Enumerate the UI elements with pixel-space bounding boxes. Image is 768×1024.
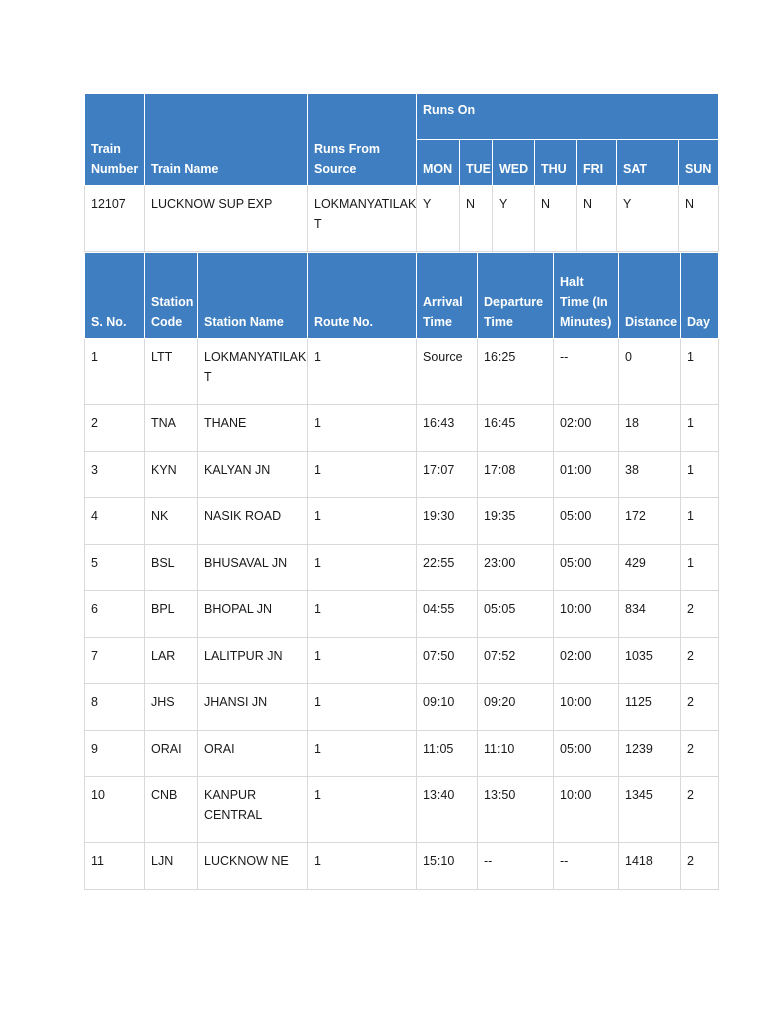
route-no: 1 xyxy=(308,843,417,890)
table-row xyxy=(85,544,719,591)
serial-no: 7 xyxy=(85,637,145,684)
station-code: LAR xyxy=(145,637,198,684)
train-info-table xyxy=(84,93,719,252)
station-code: BPL xyxy=(145,591,198,638)
station-code: LJN xyxy=(145,843,198,890)
runs-sat: Y xyxy=(617,186,679,252)
runs-sun: N xyxy=(679,186,719,252)
arrival-time: 07:50 xyxy=(417,637,478,684)
serial-no: 10 xyxy=(85,777,145,843)
table-row xyxy=(85,451,719,498)
serial-no: 3 xyxy=(85,451,145,498)
route-table xyxy=(84,252,719,890)
header-station-name: Station Name xyxy=(198,253,308,339)
arrival-time: 22:55 xyxy=(417,544,478,591)
station-name: LOKMANYATILAK T xyxy=(198,339,308,405)
arrival-time: 19:30 xyxy=(417,498,478,545)
header-departure-time: Departure Time xyxy=(478,253,554,339)
header-runs-from: Runs From Source xyxy=(308,94,417,186)
halt-time: 02:00 xyxy=(554,405,619,452)
table-row xyxy=(85,339,719,405)
station-code: TNA xyxy=(145,405,198,452)
distance: 18 xyxy=(619,405,681,452)
runs-mon: Y xyxy=(417,186,460,252)
table-row xyxy=(85,777,719,843)
station-code: ORAI xyxy=(145,730,198,777)
header-serial-no: S. No. xyxy=(85,253,145,339)
distance: 429 xyxy=(619,544,681,591)
day: 2 xyxy=(681,777,719,843)
station-code: NK xyxy=(145,498,198,545)
day: 1 xyxy=(681,339,719,405)
header-train-number: Train Number xyxy=(85,94,145,186)
header-route-no: Route No. xyxy=(308,253,417,339)
header-station-code: Station Code xyxy=(145,253,198,339)
header-day: Day xyxy=(681,253,719,339)
route-no: 1 xyxy=(308,591,417,638)
station-code: CNB xyxy=(145,777,198,843)
route-no: 1 xyxy=(308,544,417,591)
header-day-wed: WED xyxy=(493,140,535,186)
halt-time: -- xyxy=(554,339,619,405)
station-name: ORAI xyxy=(198,730,308,777)
route-no: 1 xyxy=(308,339,417,405)
station-name: NASIK ROAD xyxy=(198,498,308,545)
halt-time: 02:00 xyxy=(554,637,619,684)
arrival-time: 09:10 xyxy=(417,684,478,731)
arrival-time: 15:10 xyxy=(417,843,478,890)
distance: 172 xyxy=(619,498,681,545)
serial-no: 1 xyxy=(85,339,145,405)
station-name: BHOPAL JN xyxy=(198,591,308,638)
halt-time: -- xyxy=(554,843,619,890)
serial-no: 5 xyxy=(85,544,145,591)
header-train-name: Train Name xyxy=(145,94,308,186)
departure-time: 16:45 xyxy=(478,405,554,452)
train-info-row xyxy=(85,186,719,252)
departure-time: 19:35 xyxy=(478,498,554,545)
route-no: 1 xyxy=(308,777,417,843)
runs-from-source: LOKMANYATILAK T xyxy=(308,186,417,252)
distance: 834 xyxy=(619,591,681,638)
table-row xyxy=(85,684,719,731)
train-name: LUCKNOW SUP EXP xyxy=(145,186,308,252)
arrival-time: 17:07 xyxy=(417,451,478,498)
station-code: BSL xyxy=(145,544,198,591)
runs-thu: N xyxy=(535,186,577,252)
station-code: JHS xyxy=(145,684,198,731)
train-number: 12107 xyxy=(85,186,145,252)
arrival-time: 13:40 xyxy=(417,777,478,843)
halt-time: 01:00 xyxy=(554,451,619,498)
header-day-fri: FRI xyxy=(577,140,617,186)
departure-time: 11:10 xyxy=(478,730,554,777)
table-row xyxy=(85,730,719,777)
departure-time: 13:50 xyxy=(478,777,554,843)
station-name: KANPUR CENTRAL xyxy=(198,777,308,843)
departure-time: -- xyxy=(478,843,554,890)
halt-time: 05:00 xyxy=(554,730,619,777)
header-day-mon: MON xyxy=(417,140,460,186)
table-row xyxy=(85,498,719,545)
departure-time: 07:52 xyxy=(478,637,554,684)
halt-time: 10:00 xyxy=(554,777,619,843)
serial-no: 8 xyxy=(85,684,145,731)
serial-no: 6 xyxy=(85,591,145,638)
station-name: THANE xyxy=(198,405,308,452)
table-row xyxy=(85,637,719,684)
distance: 38 xyxy=(619,451,681,498)
runs-wed: Y xyxy=(493,186,535,252)
day: 1 xyxy=(681,451,719,498)
station-code: LTT xyxy=(145,339,198,405)
halt-time: 10:00 xyxy=(554,684,619,731)
route-no: 1 xyxy=(308,451,417,498)
arrival-time: 16:43 xyxy=(417,405,478,452)
serial-no: 9 xyxy=(85,730,145,777)
distance: 1239 xyxy=(619,730,681,777)
departure-time: 17:08 xyxy=(478,451,554,498)
serial-no: 4 xyxy=(85,498,145,545)
header-day-tue: TUE xyxy=(460,140,493,186)
runs-fri: N xyxy=(577,186,617,252)
runs-tue: N xyxy=(460,186,493,252)
station-name: LUCKNOW NE xyxy=(198,843,308,890)
station-name: BHUSAVAL JN xyxy=(198,544,308,591)
table-row xyxy=(85,405,719,452)
day: 2 xyxy=(681,637,719,684)
route-table-body xyxy=(85,339,719,890)
station-code: KYN xyxy=(145,451,198,498)
arrival-time: 04:55 xyxy=(417,591,478,638)
table-row xyxy=(85,843,719,890)
header-arrival-time: Arrival Time xyxy=(417,253,478,339)
halt-time: 05:00 xyxy=(554,498,619,545)
day: 1 xyxy=(681,544,719,591)
header-day-sun: SUN xyxy=(679,140,719,186)
distance: 1035 xyxy=(619,637,681,684)
day: 2 xyxy=(681,684,719,731)
header-halt-time: Halt Time (In Minutes) xyxy=(554,253,619,339)
day: 1 xyxy=(681,405,719,452)
day: 2 xyxy=(681,843,719,890)
distance: 1418 xyxy=(619,843,681,890)
distance: 1125 xyxy=(619,684,681,731)
route-no: 1 xyxy=(308,730,417,777)
departure-time: 05:05 xyxy=(478,591,554,638)
day: 2 xyxy=(681,730,719,777)
station-name: JHANSI JN xyxy=(198,684,308,731)
departure-time: 23:00 xyxy=(478,544,554,591)
station-name: LALITPUR JN xyxy=(198,637,308,684)
arrival-time: Source xyxy=(417,339,478,405)
route-no: 1 xyxy=(308,498,417,545)
station-name: KALYAN JN xyxy=(198,451,308,498)
serial-no: 2 xyxy=(85,405,145,452)
distance: 0 xyxy=(619,339,681,405)
route-no: 1 xyxy=(308,684,417,731)
day: 1 xyxy=(681,498,719,545)
arrival-time: 11:05 xyxy=(417,730,478,777)
route-no: 1 xyxy=(308,405,417,452)
departure-time: 09:20 xyxy=(478,684,554,731)
header-distance: Distance xyxy=(619,253,681,339)
distance: 1345 xyxy=(619,777,681,843)
header-day-sat: SAT xyxy=(617,140,679,186)
timetable-page xyxy=(84,93,718,890)
table-row xyxy=(85,591,719,638)
serial-no: 11 xyxy=(85,843,145,890)
departure-time: 16:25 xyxy=(478,339,554,405)
header-day-thu: THU xyxy=(535,140,577,186)
halt-time: 10:00 xyxy=(554,591,619,638)
route-no: 1 xyxy=(308,637,417,684)
halt-time: 05:00 xyxy=(554,544,619,591)
day: 2 xyxy=(681,591,719,638)
header-runs-on: Runs On xyxy=(417,94,719,140)
